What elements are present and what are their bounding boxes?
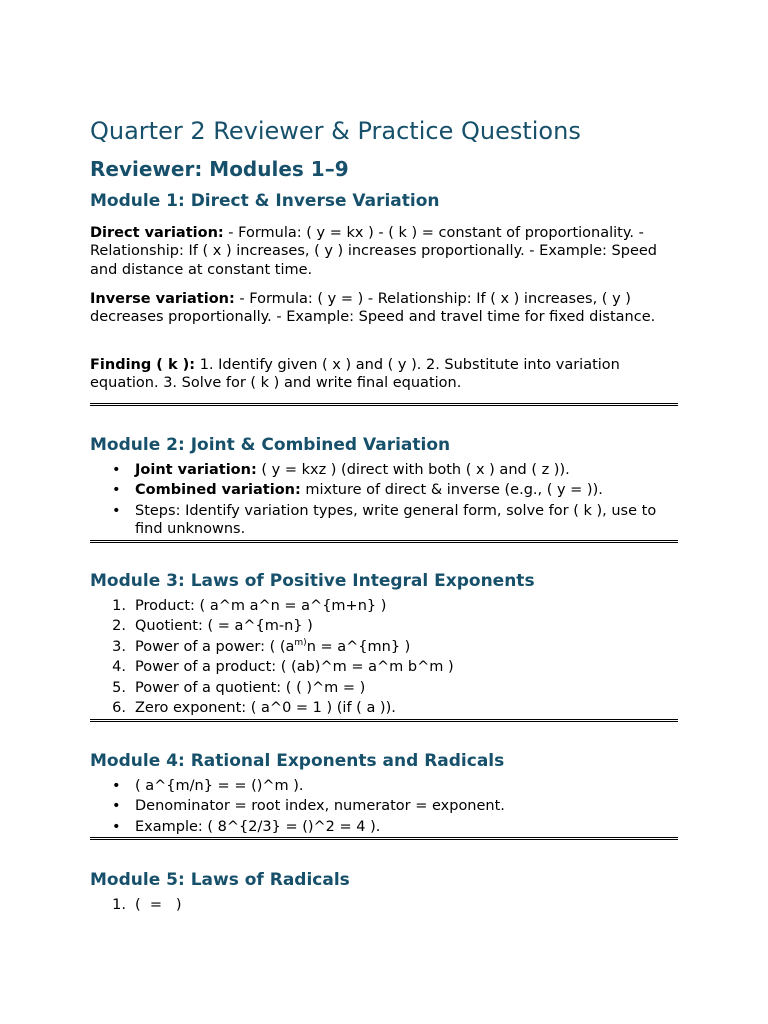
list-number: 2. xyxy=(112,618,126,635)
divider xyxy=(90,540,678,543)
radical-law-1: ( = ) xyxy=(135,897,182,913)
bullet-marker: • xyxy=(112,818,121,835)
bullet-marker: • xyxy=(112,482,121,499)
finding-k-paragraph xyxy=(90,356,682,393)
list-item xyxy=(90,679,682,697)
list-item xyxy=(90,658,682,676)
module1-heading: Module 1: Direct & Inverse Variation xyxy=(90,191,440,211)
power-of-quotient-law: Power of a quotient: ( ( )^m = ) xyxy=(135,679,366,696)
joint-variation-label: Joint variation: xyxy=(135,462,257,478)
inverse-variation-text: - Formula: ( y = ) - Relationship: If ( x ) increases, ( y ) decreases proportionally. - Example: Speed and travel time for fixed distance. xyxy=(90,291,656,326)
list-item xyxy=(90,502,682,539)
list-item xyxy=(90,896,682,914)
rational-exponent-definition: ( a^{m/n} = = ()^m ). xyxy=(135,778,304,794)
list-number: 5. xyxy=(112,679,126,696)
inverse-variation-paragraph xyxy=(90,290,682,327)
inverse-variation-label: Inverse variation: xyxy=(90,291,235,307)
module4-list xyxy=(90,777,682,838)
rational-exponent-example: Example: ( 8^{2/3} = ()^2 = 4 ). xyxy=(135,818,381,835)
product-law: Product: ( a^m a^n = a^{m+n} ) xyxy=(135,598,387,614)
module5-heading: Module 5: Laws of Radicals xyxy=(90,870,350,890)
list-item xyxy=(90,638,682,656)
list-item xyxy=(90,481,682,499)
power-of-power-law-start: Power of a power: ( (a xyxy=(135,638,295,655)
list-number: 1. xyxy=(112,598,126,614)
direct-variation-paragraph xyxy=(90,224,682,279)
joint-variation-text: ( y = kxz ) (direct with both ( x ) and ( z )). xyxy=(256,462,570,478)
bullet-marker: • xyxy=(112,502,121,519)
divider xyxy=(90,403,678,406)
document-title: Quarter 2 Reviewer & Practice Questions xyxy=(90,117,581,145)
module3-heading: Module 3: Laws of Positive Integral Exponents xyxy=(90,571,535,591)
section-heading: Reviewer: Modules 1–9 xyxy=(90,157,349,181)
list-item xyxy=(90,699,682,717)
direct-variation-text: - Formula: ( y = kx ) - ( k ) = constant of proportionality. - Relationship: If ( x ) increases, ( y ) increases proportionally. - Example: Speed and distance at constant time. xyxy=(90,225,658,278)
finding-k-label: Finding ( k ): xyxy=(90,357,196,373)
list-item xyxy=(90,777,682,795)
divider xyxy=(90,719,678,722)
list-number: 3. xyxy=(112,638,126,655)
combined-variation-label: Combined variation: xyxy=(135,482,301,499)
combined-variation-text: mixture of direct & inverse (e.g., ( y = )). xyxy=(300,482,603,499)
module2-heading: Module 2: Joint & Combined Variation xyxy=(90,435,451,455)
bullet-marker: • xyxy=(112,778,121,794)
power-of-power-law-end: n = a^{mn} ) xyxy=(306,638,411,655)
list-number: 1. xyxy=(112,897,126,913)
module5-list xyxy=(90,896,682,916)
list-item xyxy=(90,617,682,635)
bullet-marker: • xyxy=(112,462,121,478)
bullet-marker: • xyxy=(112,798,121,815)
list-item xyxy=(90,461,682,479)
quotient-law: Quotient: ( = a^{m-n} ) xyxy=(135,618,313,635)
list-number: 4. xyxy=(112,659,126,676)
list-item xyxy=(90,818,682,836)
zero-exponent-law: Zero exponent: ( a^0 = 1 ) (if ( a )). xyxy=(135,700,396,717)
denominator-numerator-rule: Denominator = root index, numerator = exponent. xyxy=(135,798,505,815)
module3-list xyxy=(90,597,682,720)
list-item xyxy=(90,797,682,815)
finding-k-text: 1. Identify given ( x ) and ( y ). 2. Substitute into variation equation. 3. Solve for ( k ) and write final equation. xyxy=(90,357,620,392)
direct-variation-label: Direct variation: xyxy=(90,225,224,241)
list-number: 6. xyxy=(112,700,126,717)
steps-text: Steps: Identify variation types, write general form, solve for ( k ), use to find unknowns. xyxy=(135,502,657,538)
power-of-power-superscript: m) xyxy=(294,637,307,648)
power-of-product-law: Power of a product: ( (ab)^m = a^m b^m ) xyxy=(135,659,454,676)
module2-list xyxy=(90,461,682,541)
divider xyxy=(90,837,678,840)
list-item xyxy=(90,597,682,615)
module4-heading: Module 4: Rational Exponents and Radicals xyxy=(90,751,505,771)
